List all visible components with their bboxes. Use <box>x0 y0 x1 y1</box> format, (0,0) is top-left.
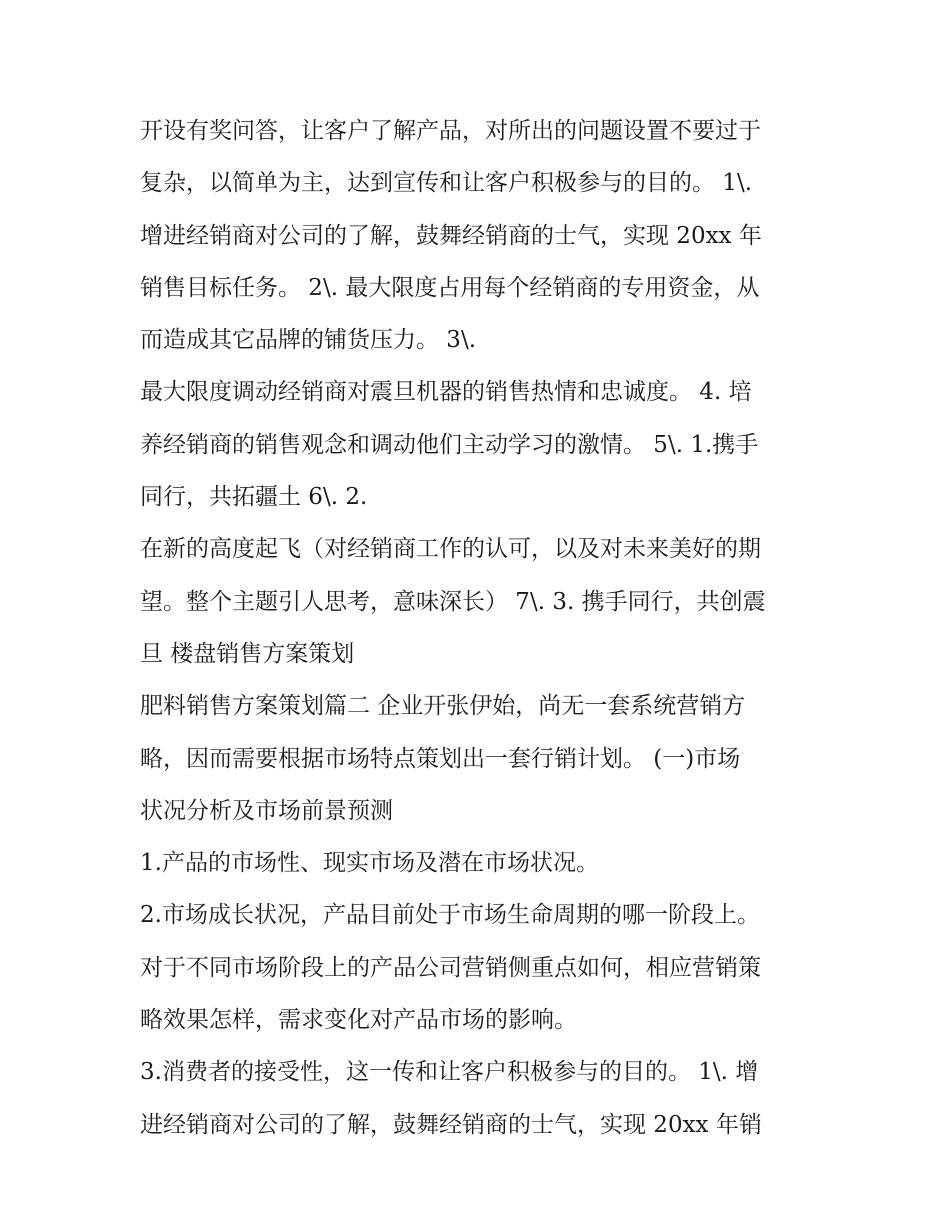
text-line: 旦 楼盘销售方案策划 <box>140 640 355 667</box>
text-line: 开设有奖问答，让客户了解产品，对所出的问题设置不要过于 <box>140 118 761 144</box>
text-line: 1.产品的市场性、现实市场及潜在市场状况。 <box>140 850 599 877</box>
text-line: 3.消费者的接受性，这一传和让客户积极参与的目的。 1\. 增 <box>140 1059 759 1086</box>
text-line: 望。整个主题引人思考，意味深长） 7\. 3. 携手同行，共创震 <box>140 588 766 615</box>
text-line: 2.市场成长状况，产品目前处于市场生命周期的哪一阶段上。 <box>140 902 760 929</box>
text-line: 状况分析及市场前景预测 <box>140 797 393 824</box>
text-line: 养经销商的销售观念和调动他们主动学习的激情。 5\. 1.携手 <box>140 431 759 458</box>
text-line: 略效果怎样，需求变化对产品市场的影响。 <box>140 1007 577 1034</box>
text-line: 最大限度调动经销商对震旦机器的销售热情和忠诚度。 4. 培 <box>140 379 752 406</box>
text-line: 销售目标任务。 2\. 最大限度占用每个经销商的专用资金，从 <box>140 274 760 301</box>
text-line: 而造成其它品牌的铺货压力。 3\. <box>140 327 477 354</box>
text-line: 对于不同市场阶段上的产品公司营销侧重点如何，相应营销策 <box>140 954 761 981</box>
text-line: 增进经销商对公司的了解，鼓舞经销商的士气，实现 20xx 年 <box>140 222 762 249</box>
text-line: 复杂，以简单为主，达到宣传和让客户积极参与的目的。 1\. <box>140 170 753 197</box>
text-line: 肥料销售方案策划篇二 企业开张伊始，尚无一套系统营销方 <box>140 693 746 720</box>
text-line: 略，因而需要根据市场特点策划出一套行销计划。 (一)市场 <box>140 745 741 772</box>
text-line: 同行，共拓疆土 6\. 2. <box>140 484 368 511</box>
document-body <box>140 109 820 1155</box>
text-line: 进经销商对公司的了解，鼓舞经销商的士气，实现 20xx 年销 <box>140 1111 762 1138</box>
text-line: 在新的高度起飞（对经销商工作的认可，以及对未来美好的期 <box>140 536 761 563</box>
